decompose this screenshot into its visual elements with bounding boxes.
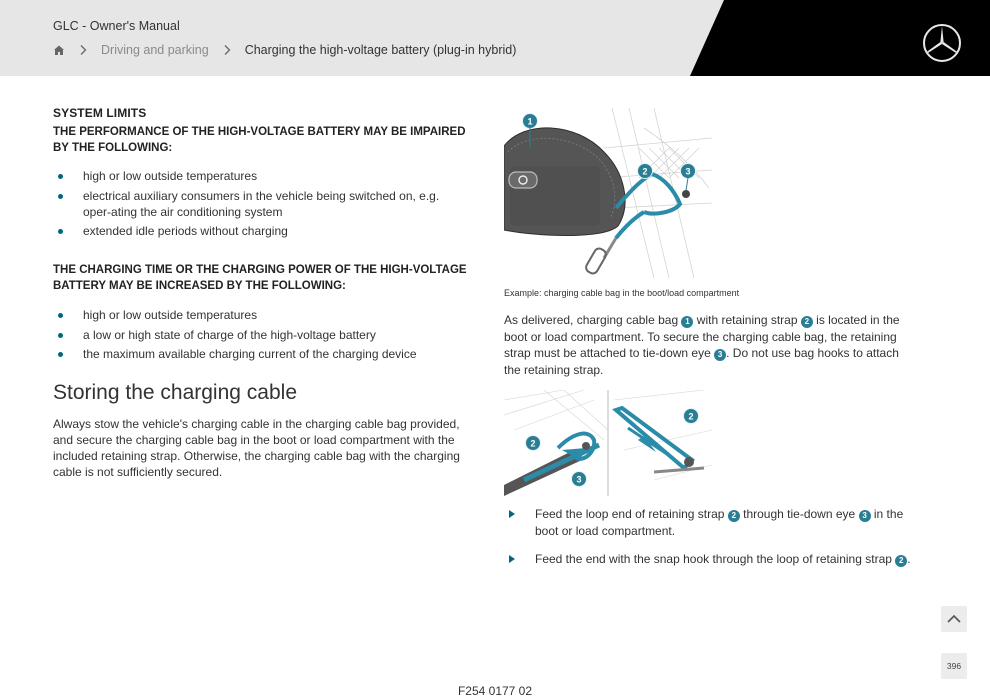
instruction-step: Feed the end with the snap hook through the loop of retaining strap 2 . — [504, 551, 924, 568]
step-arrow-icon — [509, 510, 515, 518]
storing-paragraph: Always stow the vehicle's charging cable in the charging cable bag provided, and secure the charging cable bag in the boot or load compartment with the included retaining strap. Otherwise, the charging cable bag with the charging cable is not sufficiently secured. — [53, 417, 460, 479]
list-item: electrical auxiliary consumers in the vehicle being switched on, e.g. oper-ating the air conditioning system — [53, 188, 467, 220]
mercedes-star-logo — [922, 23, 962, 63]
cable-bag-illustration — [504, 108, 712, 278]
callout-2: 2 — [728, 510, 740, 522]
manual-title: GLC - Owner's Manual — [53, 19, 180, 33]
system-limits-heading: SYSTEM LIMITS — [53, 106, 147, 120]
list-item: extended idle periods without charging — [53, 223, 467, 239]
home-icon[interactable] — [53, 44, 65, 56]
charging-list — [53, 307, 473, 362]
list-item: high or low outside temperatures — [53, 168, 467, 184]
callout-2: 2 — [895, 555, 907, 567]
callout-3: 3 — [685, 166, 691, 177]
callout-2: 2 — [530, 438, 536, 449]
callout-3: 3 — [576, 474, 582, 485]
list-item: the maximum available charging current of the charging device — [53, 346, 473, 362]
callout-1: 1 — [681, 316, 693, 328]
breadcrumb-current: Charging the high-voltage battery (plug-in hybrid) — [244, 43, 517, 57]
callout-3: 3 — [859, 510, 871, 522]
charging-heading: THE CHARGING TIME OR THE CHARGING POWER OF THE HIGH-VOLTAGE BATTERY MAY BE INCREASED BY THE FOLLOWING: — [53, 264, 467, 292]
performance-heading: THE PERFORMANCE OF THE HIGH-VOLTAGE BATTERY MAY BE IMPAIRED BY THE FOLLOWING: — [53, 126, 466, 154]
list-item: high or low outside temperatures — [53, 307, 473, 323]
cable-bag-paragraph: As delivered, charging cable bag 1 with retaining strap 2 is located in the boot or load compartment. To secure the charging cable bag, the retaining strap must be attached to tie-down eye 3 . Do not use bag hooks to attach the retaining strap. — [504, 313, 900, 377]
scroll-to-top-icon — [941, 606, 967, 632]
instruction-steps — [504, 506, 924, 580]
scroll-to-top-button[interactable] — [941, 606, 967, 632]
chevron-right-icon — [79, 44, 87, 56]
breadcrumb-link-driving[interactable]: Driving and parking — [101, 43, 209, 57]
callout-3: 3 — [714, 349, 726, 361]
step-arrow-icon — [509, 555, 515, 563]
callout-2: 2 — [801, 316, 813, 328]
figure-caption: Example: charging cable bag in the boot/load compartment — [504, 288, 740, 298]
instruction-step: Feed the loop end of retaining strap 2 through tie-down eye 3 in the boot or load compartment. — [504, 506, 924, 539]
page-number: 396 — [941, 653, 967, 679]
storing-heading: Storing the charging cable — [53, 381, 297, 404]
callout-2: 2 — [688, 411, 694, 422]
list-item: a low or high state of charge of the high-voltage battery — [53, 327, 473, 343]
callout-1: 1 — [527, 116, 533, 127]
figure-code: F254 0177 02 — [457, 684, 533, 698]
left-column — [53, 106, 473, 480]
performance-list — [53, 168, 467, 239]
retaining-strap-illustration — [504, 390, 712, 496]
breadcrumb — [53, 41, 516, 59]
chevron-right-icon — [223, 44, 231, 56]
callout-2: 2 — [642, 166, 648, 177]
